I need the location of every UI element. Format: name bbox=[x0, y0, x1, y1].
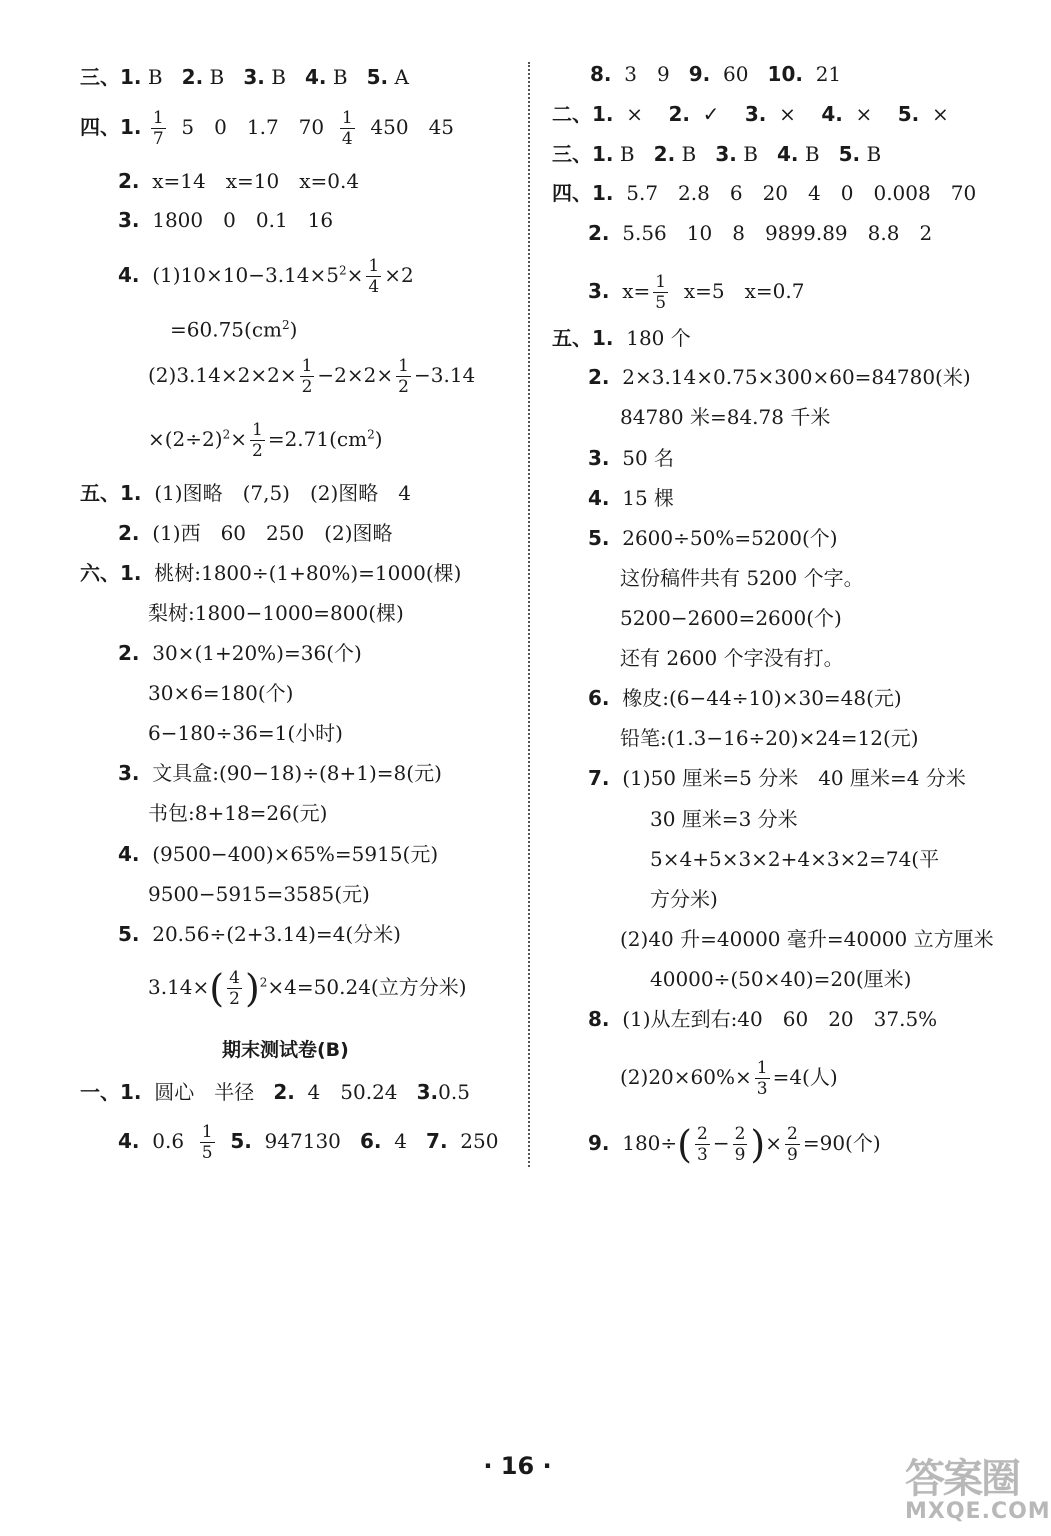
answer: 书包:8+18=26(元) bbox=[148, 801, 328, 825]
question-number: 10. bbox=[767, 62, 803, 86]
left-s4-q4-line-b bbox=[170, 312, 297, 343]
question-number: 1. bbox=[592, 142, 614, 166]
formula-text: × bbox=[230, 427, 247, 451]
question-number: 4. bbox=[821, 102, 843, 126]
fraction bbox=[653, 272, 668, 313]
left-s4-q4-line-d bbox=[148, 420, 383, 461]
right-top-line bbox=[590, 61, 841, 87]
answer: 9500−5915=3585(元) bbox=[148, 882, 370, 906]
formula-text: x= bbox=[622, 279, 651, 303]
question-number: 3. bbox=[243, 65, 265, 89]
numerator: 1 bbox=[251, 420, 263, 440]
right-s5-q8-line-a bbox=[588, 1006, 937, 1032]
question-number: 4. bbox=[776, 142, 799, 166]
watermark-title: 答案圈 bbox=[905, 1456, 1019, 1502]
answer: (1)50 厘米=5 分米 40 厘米=4 分米 bbox=[622, 766, 966, 790]
fraction bbox=[227, 968, 242, 1009]
question-number: 2. bbox=[118, 641, 140, 665]
question-number: 5. bbox=[838, 142, 861, 166]
question-number: 3. bbox=[118, 208, 140, 232]
question-number: 3. bbox=[588, 446, 610, 470]
section-label: 一、 bbox=[80, 1080, 120, 1104]
right-s5-q5-line-d bbox=[620, 645, 844, 671]
denominator: 2 bbox=[251, 441, 263, 461]
answer: 还有 2600 个字没有打。 bbox=[620, 646, 844, 670]
denominator: 4 bbox=[341, 129, 353, 149]
question-number: 7. bbox=[588, 766, 610, 790]
numerator: 4 bbox=[229, 968, 240, 988]
left-s6-q4-line-b bbox=[148, 881, 370, 907]
question-number: 3. bbox=[118, 761, 140, 785]
formula-text: × bbox=[346, 263, 364, 287]
right-s5-q7-line-c bbox=[650, 846, 939, 872]
answer: B bbox=[271, 65, 286, 89]
question-number: 1. bbox=[120, 1080, 142, 1104]
right-s5-q3-line bbox=[588, 445, 674, 471]
answer: 4 50.24 bbox=[307, 1080, 398, 1104]
left-s3-line bbox=[80, 64, 409, 90]
answer: 0.6 bbox=[152, 1129, 185, 1153]
answer: 0.5 bbox=[438, 1080, 470, 1104]
answer: 5 0 1.7 70 bbox=[181, 115, 325, 139]
answer: A bbox=[394, 65, 409, 89]
numerator: 1 bbox=[341, 108, 353, 128]
formula-text: −3.14 bbox=[413, 363, 476, 387]
answer: 30×(1+20%)=36(个) bbox=[152, 641, 362, 665]
left-s4-q2-line bbox=[118, 168, 359, 194]
question-number: 8. bbox=[590, 62, 612, 86]
formula-text: =2.71(cm bbox=[267, 427, 368, 451]
formula-text: ) bbox=[374, 427, 383, 451]
formula-text: −2×2× bbox=[317, 363, 394, 387]
formula-text: 3.14× bbox=[148, 975, 210, 999]
left-s6-q5-line-a bbox=[118, 921, 401, 947]
answer: 5×4+5×3×2+4×3×2=74(平 bbox=[650, 847, 940, 871]
left-s6-q1-line-b bbox=[148, 600, 404, 626]
section-label: 三、 bbox=[552, 142, 592, 166]
question-number: 5. bbox=[118, 922, 140, 946]
answer: 6−180÷36=1(小时) bbox=[148, 721, 343, 745]
answer: × bbox=[626, 102, 643, 126]
answer: B bbox=[804, 142, 820, 166]
question-number: 1. bbox=[592, 181, 614, 205]
numerator: 2 bbox=[697, 1124, 708, 1144]
right-s5-q6-line-a bbox=[588, 685, 902, 711]
right-s4-q1-line bbox=[552, 180, 976, 206]
right-s5-q7-line-a bbox=[588, 765, 966, 791]
fraction bbox=[300, 356, 315, 397]
section-label: 三、 bbox=[80, 65, 120, 89]
left-s4-q3-line bbox=[118, 207, 333, 233]
question-number: 7. bbox=[426, 1129, 448, 1153]
denominator: 4 bbox=[368, 277, 380, 297]
answer: 圆心 半径 bbox=[154, 1080, 255, 1104]
denominator: 2 bbox=[229, 989, 240, 1009]
formula-text: =4(人) bbox=[772, 1065, 838, 1089]
column-divider bbox=[528, 62, 530, 1167]
answer: 梨树:1800−1000=800(棵) bbox=[148, 601, 404, 625]
section-label: 四、 bbox=[80, 115, 120, 139]
answer: B bbox=[743, 142, 758, 166]
question-number: 9. bbox=[688, 62, 711, 86]
answer: (9500−400)×65%=5915(元) bbox=[152, 842, 439, 866]
watermark-domain: MXQE.COM bbox=[905, 1499, 1051, 1524]
question-number: 2. bbox=[588, 365, 610, 389]
answer: B bbox=[209, 65, 225, 89]
question-number: 5. bbox=[588, 526, 610, 550]
formula-text: (2)3.14×2×2× bbox=[148, 363, 297, 387]
left-s1-line-b bbox=[118, 1122, 498, 1163]
question-number: 8. bbox=[588, 1007, 610, 1031]
right-s5-q4-line bbox=[588, 485, 674, 511]
formula-text: ×4=50.24(立方分米) bbox=[267, 975, 467, 999]
answer: B bbox=[681, 142, 697, 166]
question-number: 2. bbox=[588, 221, 610, 245]
right-s4-q2-line bbox=[588, 220, 932, 246]
formula-text: ) bbox=[289, 317, 298, 342]
right-s5-q9-line bbox=[588, 1124, 881, 1165]
formula-text: − bbox=[712, 1131, 730, 1155]
answer: 3 9 bbox=[624, 62, 670, 86]
question-number: 2. bbox=[668, 102, 690, 126]
answer: 2600÷50%=5200(个) bbox=[622, 526, 838, 550]
left-s5-q1-line bbox=[80, 480, 411, 506]
denominator: 3 bbox=[756, 1079, 768, 1099]
section-label: 五、 bbox=[80, 481, 120, 505]
right-s5-q8-line-b bbox=[620, 1058, 838, 1099]
numerator: 1 bbox=[398, 356, 409, 376]
left-s4-q1-line bbox=[80, 108, 454, 149]
question-number: 1. bbox=[592, 326, 614, 350]
site-watermark-logo bbox=[905, 1456, 1051, 1533]
question-number: 2. bbox=[273, 1080, 295, 1104]
answer: × bbox=[779, 102, 796, 126]
question-number: 2. bbox=[653, 142, 676, 166]
question-number: 1. bbox=[120, 481, 142, 505]
answer: (2)40 升=40000 毫升=40000 立方厘米 bbox=[620, 927, 994, 951]
exponent: 2 bbox=[222, 427, 231, 442]
denominator: 5 bbox=[655, 293, 667, 313]
question-number: 4. bbox=[118, 1129, 140, 1153]
question-number: 6. bbox=[359, 1129, 382, 1153]
check-mark: ✓ bbox=[702, 102, 720, 126]
answer: 30 厘米=3 分米 bbox=[650, 807, 798, 831]
answer: 5.56 10 8 9899.89 8.8 2 bbox=[622, 221, 933, 245]
fraction bbox=[733, 1124, 748, 1165]
right-s5-q7-line-b bbox=[650, 806, 798, 832]
numerator: 1 bbox=[152, 108, 164, 128]
left-s6-q2-line-a bbox=[118, 640, 362, 666]
question-number: 2. bbox=[181, 65, 204, 89]
numerator: 1 bbox=[201, 1122, 213, 1142]
right-s5-q5-line-a bbox=[588, 525, 838, 551]
paren-close: ) bbox=[244, 966, 260, 1011]
fraction bbox=[250, 420, 265, 461]
question-number: 4. bbox=[588, 486, 610, 510]
paren-open: ( bbox=[209, 966, 225, 1011]
answer: 方分米) bbox=[650, 887, 718, 911]
answer: 2×3.14×0.75×300×60=84780(米) bbox=[622, 365, 971, 389]
answer: 桃树:1800÷(1+80%)=1000(棵) bbox=[154, 561, 462, 585]
fraction bbox=[366, 256, 381, 297]
fraction bbox=[340, 108, 355, 149]
left-s4-q4-line-c bbox=[148, 356, 475, 397]
question-number: 1. bbox=[120, 115, 142, 139]
question-number: 3. bbox=[416, 1080, 439, 1104]
question-number: 1. bbox=[120, 65, 142, 89]
question-number: 5. bbox=[230, 1129, 252, 1153]
answer: B bbox=[619, 142, 635, 166]
denominator: 9 bbox=[787, 1145, 798, 1165]
answer: 180 个 bbox=[626, 326, 691, 350]
numerator: 2 bbox=[734, 1124, 746, 1144]
right-s2-line bbox=[552, 101, 949, 127]
question-number: 5. bbox=[897, 102, 920, 126]
left-s6-q2-line-c bbox=[148, 720, 343, 746]
answer: (1)西 60 250 (2)图略 bbox=[152, 521, 393, 545]
question-number: 5. bbox=[366, 65, 389, 89]
answer: (1)从左到右:40 60 20 37.5% bbox=[622, 1007, 938, 1031]
section-label: 五、 bbox=[552, 326, 592, 350]
denominator: 7 bbox=[152, 129, 164, 149]
left-s1-line-a bbox=[80, 1079, 470, 1105]
answer: 文具盒:(90−18)÷(8+1)=8(元) bbox=[152, 761, 442, 785]
answer: 20.56÷(2+3.14)=4(分米) bbox=[152, 922, 401, 946]
right-s5-q7-line-f bbox=[650, 966, 911, 992]
answer: 这份稿件共有 5200 个字。 bbox=[620, 566, 864, 590]
question-number: 2. bbox=[118, 521, 140, 545]
answer: 30×6=180(个) bbox=[148, 681, 294, 705]
right-s4-q3-line bbox=[588, 272, 804, 313]
denominator: 3 bbox=[697, 1145, 708, 1165]
answer: B bbox=[866, 142, 882, 166]
answer: × bbox=[931, 102, 949, 126]
right-s5-q1-line bbox=[552, 325, 691, 351]
right-s5-q2-line-b bbox=[620, 404, 830, 430]
answer: × bbox=[855, 102, 873, 126]
question-number: 2. bbox=[118, 169, 140, 193]
formula-text: ×2 bbox=[384, 263, 414, 287]
answer: 60 bbox=[723, 62, 749, 86]
question-number: 6. bbox=[588, 686, 610, 710]
paren-close: ) bbox=[750, 1122, 766, 1167]
numerator: 2 bbox=[787, 1124, 798, 1144]
fraction bbox=[695, 1124, 710, 1165]
answer: 250 bbox=[460, 1129, 499, 1153]
answer: 橡皮:(6−44÷10)×30=48(元) bbox=[622, 686, 902, 710]
answer: 40000÷(50×40)=20(厘米) bbox=[650, 967, 912, 991]
left-s6-q3-line-a bbox=[118, 760, 442, 786]
right-s5-q2-line-a bbox=[588, 364, 971, 390]
question-number: 3. bbox=[588, 279, 610, 303]
answer: B bbox=[147, 65, 163, 89]
right-s3-line bbox=[552, 141, 881, 167]
answer: x=5 x=0.7 bbox=[683, 279, 805, 303]
fraction bbox=[785, 1124, 800, 1165]
answer: 1800 0 0.1 16 bbox=[152, 208, 334, 232]
answer: 50 名 bbox=[622, 446, 675, 470]
left-s6-q4-line-a bbox=[118, 841, 438, 867]
paren-open: ( bbox=[677, 1122, 692, 1167]
left-s6-q3-line-b bbox=[148, 800, 327, 826]
question-number: 4. bbox=[304, 65, 327, 89]
formula-text: 180÷ bbox=[622, 1131, 678, 1155]
fraction bbox=[151, 108, 166, 149]
answer: 15 棵 bbox=[622, 486, 675, 510]
formula-text: =60.75(cm bbox=[170, 317, 282, 342]
left-s5-q2-line bbox=[118, 520, 393, 546]
exponent: 2 bbox=[281, 318, 290, 332]
answer: 5200−2600=2600(个) bbox=[620, 606, 842, 630]
answer: 21 bbox=[815, 62, 842, 86]
question-number: 4. bbox=[118, 263, 140, 287]
question-number: 9. bbox=[588, 1131, 610, 1155]
answer: x=14 x=10 x=0.4 bbox=[152, 169, 360, 193]
formula-text: =90(个) bbox=[802, 1131, 881, 1155]
left-s4-q4-line-a bbox=[118, 256, 414, 297]
denominator: 9 bbox=[734, 1145, 746, 1165]
numerator: 1 bbox=[368, 256, 380, 276]
numerator: 1 bbox=[301, 356, 313, 376]
exponent: 2 bbox=[339, 263, 347, 278]
formula-text: (1)10×10−3.14×5 bbox=[152, 263, 339, 287]
section-label: 六、 bbox=[80, 561, 120, 585]
denominator: 2 bbox=[398, 377, 409, 397]
numerator: 1 bbox=[655, 272, 667, 292]
question-number: 4. bbox=[118, 842, 140, 866]
left-s6-q2-line-b bbox=[148, 680, 293, 706]
answer: 450 45 bbox=[370, 115, 455, 139]
section-title: 期末测试卷(B) bbox=[222, 1039, 349, 1061]
right-s5-q6-line-b bbox=[620, 725, 919, 751]
left-s6-q1-line-a bbox=[80, 560, 461, 586]
answer: (1)图略 (7,5) (2)图略 4 bbox=[154, 481, 412, 505]
page-number: · 16 · bbox=[483, 1452, 552, 1480]
formula-text: × bbox=[765, 1131, 783, 1155]
section-label: 二、 bbox=[552, 102, 592, 126]
answer: 947130 bbox=[264, 1129, 341, 1153]
section-label: 四、 bbox=[552, 181, 592, 205]
denominator: 2 bbox=[301, 377, 313, 397]
left-s6-q5-line-b bbox=[148, 968, 467, 1009]
answer: B bbox=[332, 65, 348, 89]
answer: 铅笔:(1.3−16÷20)×24=12(元) bbox=[620, 726, 919, 750]
right-s5-q7-line-e bbox=[620, 926, 994, 952]
answer: 4 bbox=[394, 1129, 407, 1153]
fraction bbox=[396, 356, 411, 397]
numerator: 1 bbox=[756, 1058, 768, 1078]
exponent: 2 bbox=[367, 427, 375, 442]
fraction bbox=[755, 1058, 770, 1099]
question-number: 1. bbox=[592, 102, 614, 126]
question-number: 3. bbox=[715, 142, 737, 166]
right-s5-q7-line-d bbox=[650, 886, 718, 912]
answer: 5.7 2.8 6 20 4 0 0.008 70 bbox=[626, 181, 977, 205]
right-s5-q5-line-b bbox=[620, 565, 864, 591]
denominator: 5 bbox=[201, 1143, 213, 1163]
question-number: 1. bbox=[120, 561, 142, 585]
answer: 84780 米=84.78 千米 bbox=[620, 405, 831, 429]
formula-text: ×(2÷2) bbox=[148, 427, 223, 451]
formula-text: (2)20×60%× bbox=[620, 1065, 752, 1089]
right-s5-q5-line-c bbox=[620, 605, 842, 631]
question-number: 3. bbox=[744, 102, 767, 126]
fraction bbox=[200, 1122, 215, 1163]
exponent: 2 bbox=[259, 975, 268, 990]
